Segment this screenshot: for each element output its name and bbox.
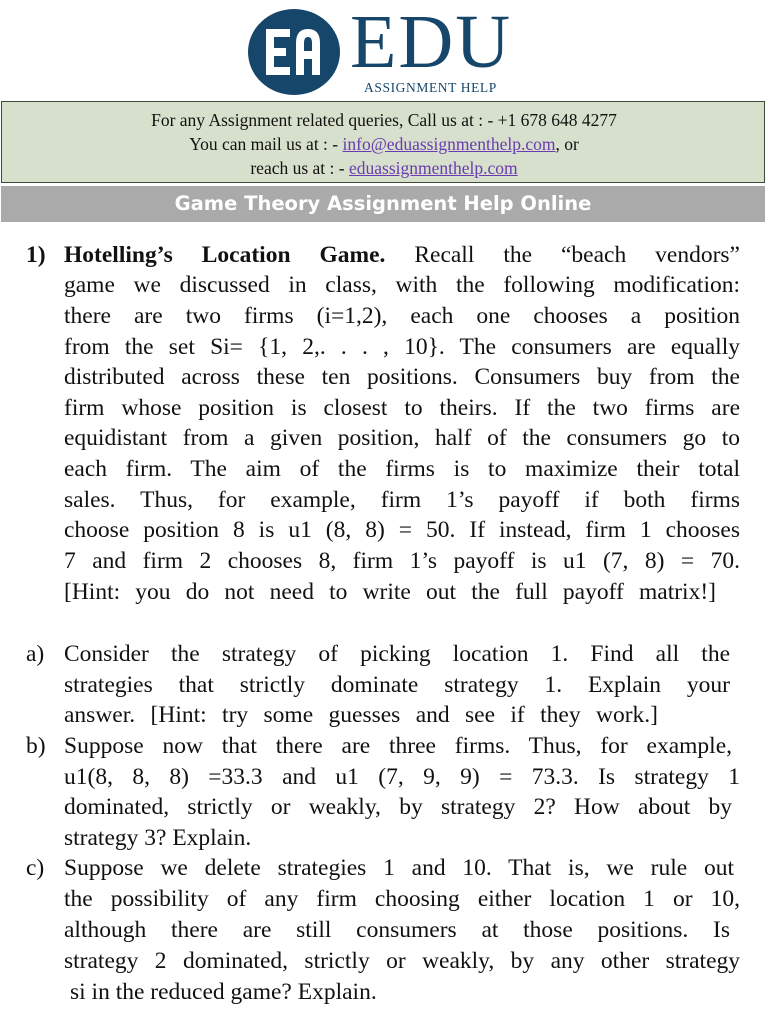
question-line: 7 and firm 2 chooses 8, firm 1’s payoff is u1 (7, 8) = 70. <box>64 548 740 574</box>
question-line: [Hint: you do not need to write out the full payoff matrix!] <box>64 579 716 605</box>
logo-subtitle: ASSIGNMENT HELP <box>364 80 497 95</box>
question-line: choose position 8 is u1 (8, 8) = 50. If instead, firm 1 chooses <box>64 517 740 543</box>
page-title-banner: Game Theory Assignment Help Online <box>1 186 765 222</box>
question-line: sales. Thus, for example, firm 1’s payoff if both firms <box>64 487 740 513</box>
part-c-line: Suppose we delete strategies 1 and 10. That is, we rule out <box>64 855 734 881</box>
question-line: firm whose position is closest to theirs. If the two firms are <box>64 395 740 421</box>
ea-circle-logo-icon <box>246 7 342 97</box>
part-a-label: a) <box>26 641 45 667</box>
question-line-text: Recall the “beach vendors” <box>414 242 740 268</box>
question-title: Hotelling’s Location Game. <box>64 242 386 268</box>
part-b-label: b) <box>26 733 46 759</box>
logo-text: EDU <box>350 0 513 84</box>
part-c-line: although there are still consumers at those positions. Is <box>64 917 730 943</box>
contact-phone-line: For any Assignment related queries, Call us at : - +1 678 648 4277 <box>151 110 617 130</box>
part-c-label: c) <box>26 855 45 881</box>
part-b-line: dominated, strictly or weakly, by strategy 2? How about by <box>64 794 732 820</box>
contact-website-line <box>2 158 766 178</box>
question-line: each firm. The aim of the firms is to maximize their total <box>64 456 740 482</box>
email-suffix: , or <box>555 134 579 154</box>
part-a-line: strategies that strictly dominate strategy 1. Explain your <box>64 672 730 698</box>
website-link[interactable]: eduassignmenthelp.com <box>348 158 518 178</box>
logo-header <box>0 0 768 100</box>
part-b-line: Suppose now that there are three firms. Thus, for example, <box>64 733 732 759</box>
question-line: equidistant from a given position, half of the consumers go to <box>64 425 740 451</box>
part-b-line: u1(8, 8, 8) =33.3 and u1 (7, 9, 9) = 73.3. Is strategy 1 <box>64 764 740 790</box>
part-a-line: answer. [Hint: try some guesses and see if they work.] <box>64 702 658 728</box>
email-prefix: You can mail us at : - <box>189 134 343 154</box>
question-line: there are two firms (i=1,2), each one chooses a position <box>64 303 740 329</box>
part-b-line: strategy 3? Explain. <box>64 825 252 851</box>
contact-email-line <box>2 134 766 154</box>
website-prefix: reach us at : - <box>250 158 349 178</box>
email-link[interactable]: info@eduassignmenthelp.com <box>342 134 556 154</box>
question-line: distributed across these ten positions. Consumers buy from the <box>64 364 740 390</box>
question-line: game we discussed in class, with the following modification: <box>64 272 740 298</box>
part-c-line: si in the reduced game? Explain. <box>70 979 377 1005</box>
question-line: from the set Si= {1, 2,. . . , 10}. The consumers are equally <box>64 334 740 360</box>
contact-box <box>1 101 765 183</box>
part-a-line: Consider the strategy of picking location 1. Find all the <box>64 641 730 667</box>
question-number: 1) <box>26 242 46 268</box>
part-c-line: strategy 2 dominated, strictly or weakly, by any other strategy <box>64 948 740 974</box>
question-line <box>64 240 740 270</box>
part-c-line: the possibility of any firm choosing either location 1 or 10, <box>64 886 740 912</box>
